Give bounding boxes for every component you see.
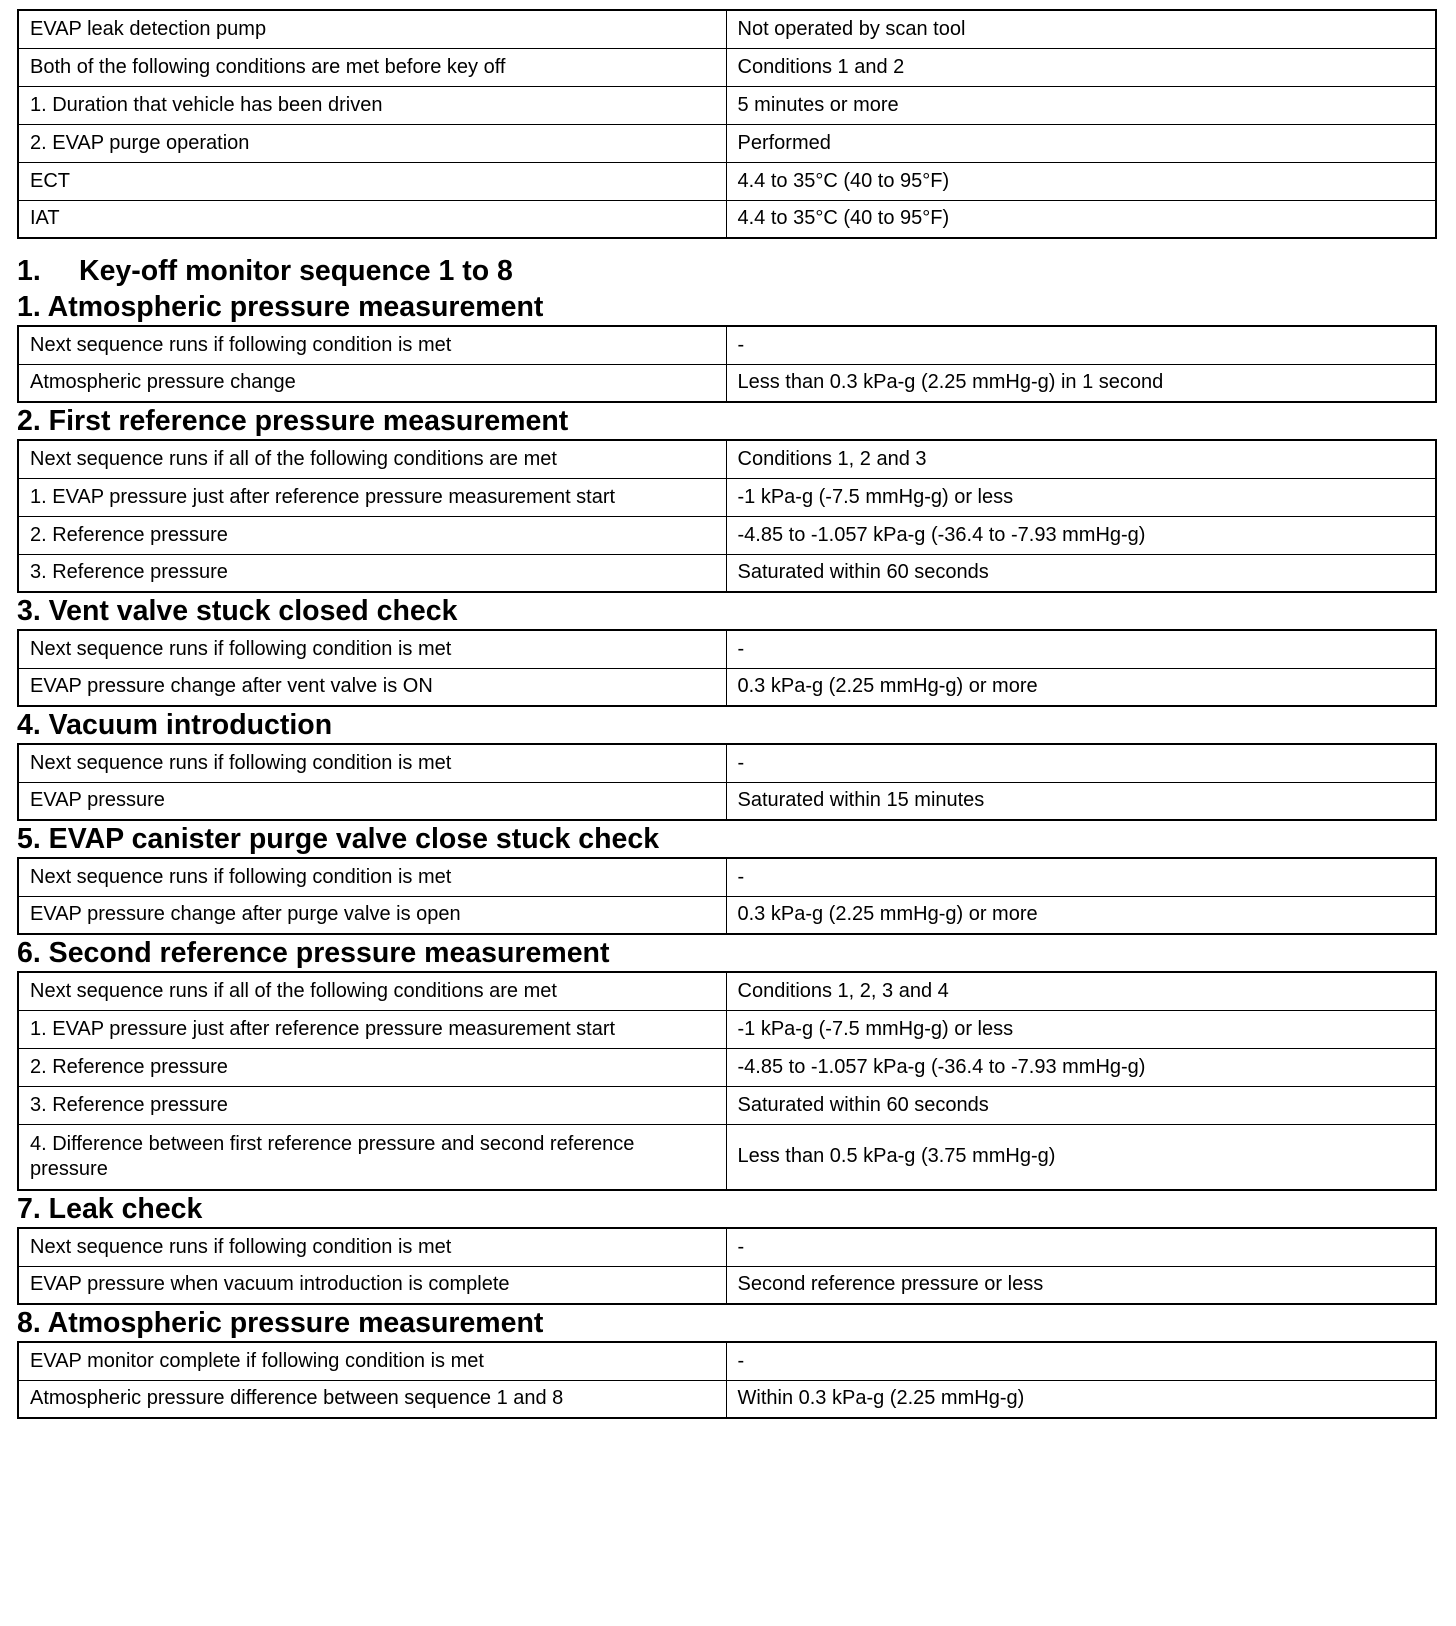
section-title: 5. EVAP canister purge valve close stuck check — [17, 823, 660, 855]
section-title: 3. Vent valve stuck closed check — [17, 595, 458, 627]
condition-cell: ECT — [18, 162, 726, 200]
condition-cell: Next sequence runs if following condition is met — [18, 630, 726, 668]
condition-cell: EVAP monitor complete if following condition is met — [18, 1342, 726, 1380]
value-cell: -4.85 to -1.057 kPa-g (-36.4 to -7.93 mmHg-g) — [726, 1048, 1436, 1086]
section-table — [17, 1227, 1437, 1305]
condition-cell: 1. EVAP pressure just after reference pressure measurement start — [18, 1010, 726, 1048]
table-row — [18, 440, 1436, 478]
section-title: 6. Second reference pressure measurement — [17, 937, 610, 969]
condition-cell: Next sequence runs if following condition is met — [18, 744, 726, 782]
value-cell: Conditions 1, 2, 3 and 4 — [726, 972, 1436, 1010]
section-title: 4. Vacuum introduction — [17, 709, 333, 741]
condition-cell: IAT — [18, 200, 726, 238]
table-row — [18, 668, 1436, 706]
value-cell: Within 0.3 kPa-g (2.25 mmHg-g) — [726, 1380, 1436, 1418]
condition-cell: 1. Duration that vehicle has been driven — [18, 86, 726, 124]
value-cell: Second reference pressure or less — [726, 1266, 1436, 1304]
table-row — [18, 1266, 1436, 1304]
condition-cell: Atmospheric pressure change — [18, 364, 726, 402]
sequence-heading-text: Key-off monitor sequence 1 to 8 — [79, 255, 513, 287]
table-row — [18, 1380, 1436, 1418]
condition-cell: 2. EVAP purge operation — [18, 124, 726, 162]
condition-cell: EVAP pressure change after purge valve is open — [18, 896, 726, 934]
table-row — [18, 630, 1436, 668]
condition-cell: Both of the following conditions are met before key off — [18, 48, 726, 86]
table-row — [18, 516, 1436, 554]
condition-cell: Next sequence runs if all of the following conditions are met — [18, 972, 726, 1010]
value-cell: Conditions 1 and 2 — [726, 48, 1436, 86]
section-table — [17, 857, 1437, 935]
table-row — [18, 896, 1436, 934]
section-title: 7. Leak check — [17, 1193, 203, 1225]
value-cell: Less than 0.5 kPa-g (3.75 mmHg-g) — [726, 1124, 1436, 1190]
section-title: 1. Atmospheric pressure measurement — [17, 291, 544, 323]
section-table — [17, 325, 1437, 403]
section-table — [17, 439, 1437, 593]
value-cell: -1 kPa-g (-7.5 mmHg-g) or less — [726, 478, 1436, 516]
value-cell: -4.85 to -1.057 kPa-g (-36.4 to -7.93 mmHg-g) — [726, 516, 1436, 554]
condition-cell: 1. EVAP pressure just after reference pressure measurement start — [18, 478, 726, 516]
value-cell: Less than 0.3 kPa-g (2.25 mmHg-g) in 1 second — [726, 364, 1436, 402]
condition-cell: 3. Reference pressure — [18, 554, 726, 592]
value-cell: 4.4 to 35°C (40 to 95°F) — [726, 200, 1436, 238]
value-cell: Saturated within 60 seconds — [726, 1086, 1436, 1124]
table-row — [18, 200, 1436, 238]
table-row — [18, 10, 1436, 48]
table-row — [18, 364, 1436, 402]
condition-cell: EVAP pressure — [18, 782, 726, 820]
value-cell: - — [726, 630, 1436, 668]
condition-cell: EVAP leak detection pump — [18, 10, 726, 48]
condition-cell: Atmospheric pressure difference between sequence 1 and 8 — [18, 1380, 726, 1418]
table-row — [18, 162, 1436, 200]
table-row — [18, 554, 1436, 592]
condition-cell: Next sequence runs if following condition is met — [18, 326, 726, 364]
condition-cell: 3. Reference pressure — [18, 1086, 726, 1124]
condition-cell: Next sequence runs if all of the following conditions are met — [18, 440, 726, 478]
table-row — [18, 478, 1436, 516]
table-row — [18, 782, 1436, 820]
value-cell: Not operated by scan tool — [726, 10, 1436, 48]
table-row — [18, 1342, 1436, 1380]
value-cell: Saturated within 60 seconds — [726, 554, 1436, 592]
section-table — [17, 1341, 1437, 1419]
table-row — [18, 86, 1436, 124]
condition-cell: Next sequence runs if following condition is met — [18, 858, 726, 896]
sequence-heading — [17, 253, 1435, 289]
value-cell: - — [726, 858, 1436, 896]
section-table — [17, 971, 1437, 1191]
section-title: 2. First reference pressure measurement — [17, 405, 569, 437]
table-row — [18, 744, 1436, 782]
value-cell: 5 minutes or more — [726, 86, 1436, 124]
value-cell: - — [726, 1342, 1436, 1380]
table-row — [18, 972, 1436, 1010]
value-cell: Performed — [726, 124, 1436, 162]
initial-conditions-table — [17, 9, 1437, 239]
value-cell: Saturated within 15 minutes — [726, 782, 1436, 820]
value-cell: Conditions 1, 2 and 3 — [726, 440, 1436, 478]
value-cell: - — [726, 326, 1436, 364]
condition-cell: EVAP pressure when vacuum introduction is complete — [18, 1266, 726, 1304]
value-cell: - — [726, 744, 1436, 782]
value-cell: - — [726, 1228, 1436, 1266]
value-cell: 0.3 kPa-g (2.25 mmHg-g) or more — [726, 668, 1436, 706]
document — [17, 9, 1435, 1419]
value-cell: 4.4 to 35°C (40 to 95°F) — [726, 162, 1436, 200]
condition-cell: 2. Reference pressure — [18, 516, 726, 554]
condition-cell: Next sequence runs if following condition is met — [18, 1228, 726, 1266]
table-row — [18, 1010, 1436, 1048]
condition-cell: 2. Reference pressure — [18, 1048, 726, 1086]
table-row — [18, 124, 1436, 162]
table-row — [18, 1048, 1436, 1086]
sequence-heading-number: 1. — [17, 255, 41, 287]
condition-cell: 4. Difference between first reference pressure and second reference pressure — [18, 1124, 726, 1190]
table-row — [18, 326, 1436, 364]
value-cell: -1 kPa-g (-7.5 mmHg-g) or less — [726, 1010, 1436, 1048]
value-cell: 0.3 kPa-g (2.25 mmHg-g) or more — [726, 896, 1436, 934]
table-row — [18, 1228, 1436, 1266]
table-row — [18, 1124, 1436, 1190]
table-row — [18, 1086, 1436, 1124]
table-row — [18, 48, 1436, 86]
section-table — [17, 743, 1437, 821]
condition-cell: EVAP pressure change after vent valve is ON — [18, 668, 726, 706]
section-table — [17, 629, 1437, 707]
table-row — [18, 858, 1436, 896]
section-title: 8. Atmospheric pressure measurement — [17, 1307, 544, 1339]
